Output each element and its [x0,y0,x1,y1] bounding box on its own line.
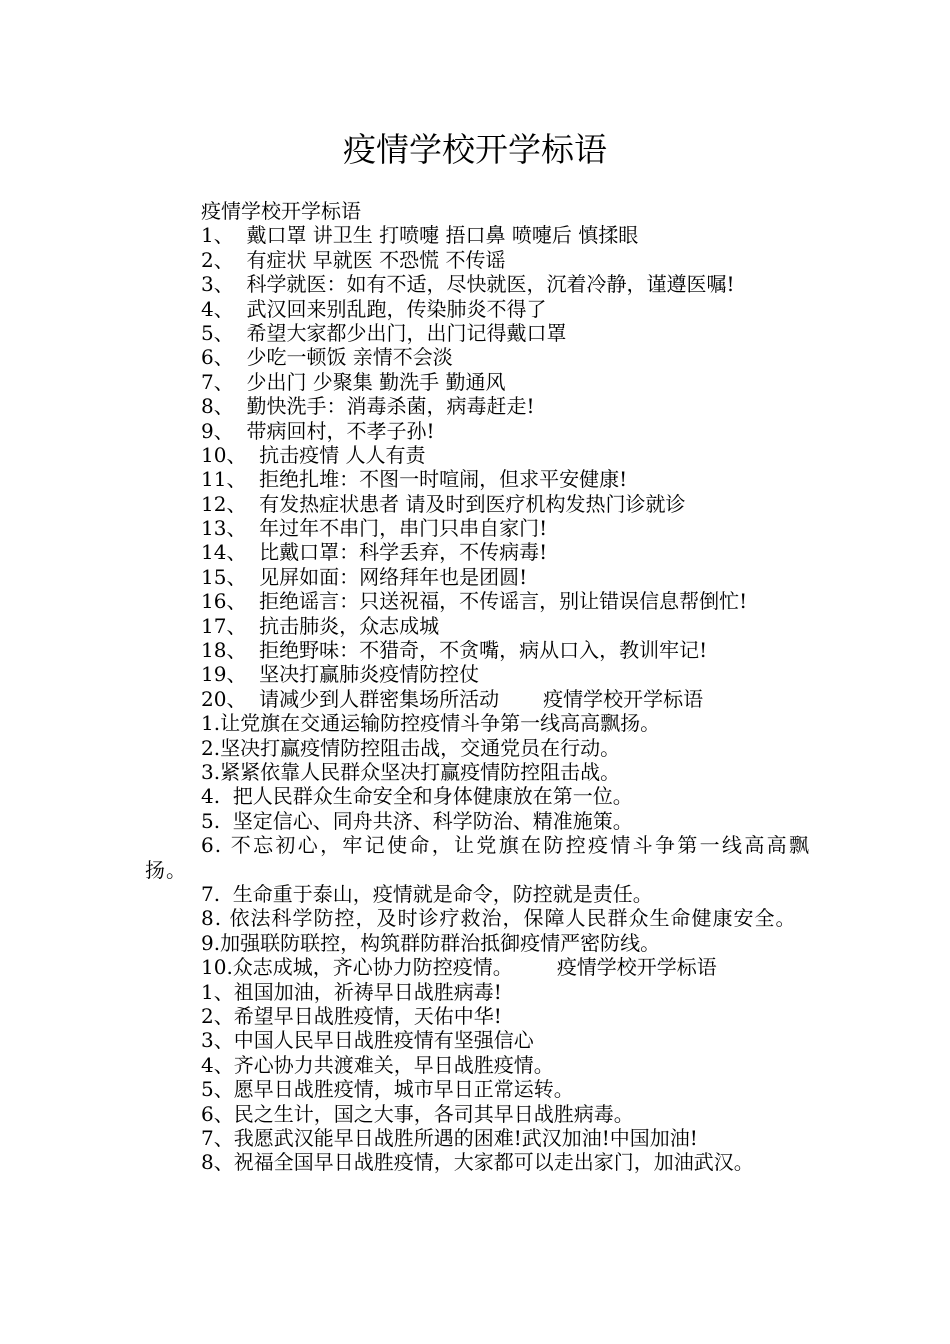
slogan-item: 19、 坚决打赢肺炎疫情防控仗 [201,662,480,687]
slogan-item: 14、 比戴口罩：科学丢弃，不传病毒! [201,540,548,565]
slogan-item: 15、 见屏如面：网络拜年也是团圆! [201,564,528,589]
slogan-item-20-text: 20、 请减少到人群密集场所活动 [201,686,500,711]
slogan-item: 2、希望早日战胜疫情，天佑中华! [201,1003,502,1028]
slogan-item: 4、 武汉回来别乱跑，传染肺炎不得了 [201,296,547,321]
section3-heading: 疫情学校开学标语 [556,955,717,980]
document-title: 疫情学校开学标语 [343,130,607,169]
slogan-item: 10、 抗击疫情 人人有责 [201,442,426,467]
slogan-item-10-text: 10.众志成城，齐心协力防控疫情。 [201,955,513,980]
slogan-item: 3.紧紧依靠人民群众坚决打赢疫情防控阻击战。 [201,759,621,784]
slogan-item: 5. 坚定信心、同舟共济、科学防治、精准施策。 [201,808,633,833]
slogan-item: 3、中国人民早日战胜疫情有坚强信心 [201,1028,534,1053]
slogan-item: 8、 勤快洗手：消毒杀菌，病毒赶走! [201,394,535,419]
slogan-item-20 [145,687,810,711]
slogan-item: 3、 科学就医：如有不适，尽快就医，沉着冷静，谨遵医嘱! [201,272,735,297]
slogan-item: 6、民之生计，国之大事，各司其早日战胜病毒。 [201,1101,634,1126]
slogan-item: 7. 生命重于泰山，疫情就是命令，防控就是责任。 [201,881,653,906]
slogan-item: 17、 抗击肺炎，众志成城 [201,613,440,638]
slogan-item: 9、 带病回村，不孝子孙! [201,418,435,443]
slogan-item: 1、 戴口罩 讲卫生 打喷嚏 捂口鼻 喷嚏后 慎揉眼 [201,223,639,248]
slogan-item: 2.坚决打赢疫情防控阻击战，交通党员在行动。 [201,735,621,760]
slogan-paragraph: 6. 不忘初心，牢记使命，让党旗在防控疫情斗争第一线高高飘扬。 [145,833,810,882]
slogan-paragraph: 8. 依法科学防控，及时诊疗救治，保障人民群众生命健康安全。 [201,906,797,931]
slogan-item: 4. 把人民群众生命安全和身体健康放在第一位。 [201,784,633,809]
slogan-item: 11、 拒绝扎堆：不图一时喧闹，但求平安健康! [201,467,628,492]
slogan-item: 5、愿早日战胜疫情，城市早日正常运转。 [201,1077,574,1102]
slogan-item: 8、祝福全国早日战胜疫情，大家都可以走出家门，加油武汉。 [201,1150,754,1175]
document-body [145,199,810,1175]
slogan-item: 9.加强联防联控，构筑群防群治抵御疫情严密防线。 [201,930,661,955]
slogan-item: 6、 少吃一顿饭 亲情不会淡 [201,345,453,370]
slogan-item: 4、齐心协力共渡难关，早日战胜疫情。 [201,1052,554,1077]
slogan-item: 5、 希望大家都少出门，出门记得戴口罩 [201,320,567,345]
section2-heading: 疫情学校开学标语 [543,686,704,711]
section1-heading: 疫情学校开学标语 [201,199,361,223]
slogan-item: 16、 拒绝谣言：只送祝福，不传谣言，别让错误信息帮倒忙! [201,589,748,614]
slogan-item: 2、 有症状 早就医 不恐慌 不传谣 [201,247,506,272]
slogan-item: 7、我愿武汉能早日战胜所遇的困难!武汉加油!中国加油! [201,1125,698,1150]
slogan-item: 1、祖国加油，祈祷早日战胜病毒! [201,979,502,1004]
slogan-item: 13、 年过年不串门，串门只串自家门! [201,516,548,541]
slogan-item: 12、 有发热症状患者 请及时到医疗机构发热门诊就诊 [201,491,686,516]
slogan-item-10 [145,955,810,979]
slogan-item: 18、 拒绝野味：不猎奇，不贪嘴，病从口入，教训牢记! [201,638,708,663]
slogan-item: 1.让党旗在交通运输防控疫情斗争第一线高高飘扬。 [201,711,661,736]
slogan-item: 7、 少出门 少聚集 勤洗手 勤通风 [201,369,506,394]
